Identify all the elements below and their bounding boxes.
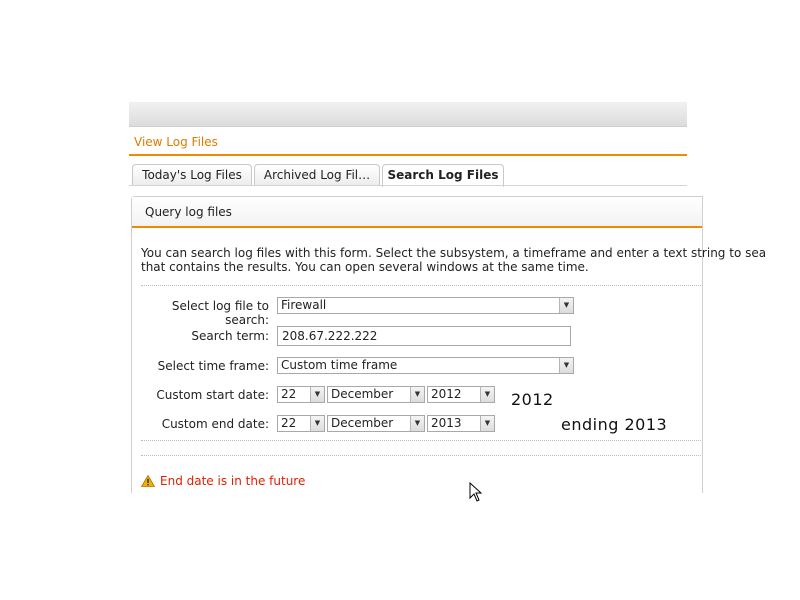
end-month-value: December	[331, 416, 394, 430]
start-year-value: 2012	[431, 387, 462, 401]
chevron-down-icon: ▼	[410, 416, 424, 431]
end-day-value: 22	[281, 416, 297, 430]
custom-end-label: Custom end date:	[161, 417, 269, 431]
title-divider	[129, 154, 687, 156]
form-divider-mid	[141, 440, 701, 441]
tab-todays-log-files[interactable]: Today's Log Files	[132, 164, 252, 186]
annotation-start-year: 2012	[511, 390, 554, 409]
custom-start-label: Custom start date:	[156, 388, 269, 402]
search-term-input[interactable]	[277, 326, 571, 346]
start-day-select[interactable]	[277, 386, 325, 403]
chevron-down-icon: ▼	[480, 416, 494, 431]
chevron-down-icon: ▼	[310, 387, 324, 402]
intro-text	[141, 246, 767, 274]
end-day-select[interactable]	[277, 415, 325, 432]
warning-icon	[141, 475, 155, 490]
form-divider-top	[141, 285, 701, 286]
log-file-label: Select log file to search:	[171, 299, 269, 327]
chevron-down-icon: ▼	[559, 298, 573, 313]
start-month-select[interactable]	[327, 386, 425, 403]
search-term-label: Search term:	[191, 329, 269, 343]
intro-line-1: You can search log files with this form. Select the subsystem, a timeframe and enter a text string to sea	[141, 246, 767, 260]
end-year-value: 2013	[431, 416, 462, 430]
time-frame-label: Select time frame:	[157, 359, 269, 373]
start-day-value: 22	[281, 387, 297, 401]
page-title: View Log Files	[134, 135, 218, 149]
panel-divider	[132, 226, 702, 228]
mouse-cursor-icon	[469, 482, 483, 505]
tabs-divider	[129, 185, 687, 186]
end-month-select[interactable]	[327, 415, 425, 432]
error-text: End date is in the future	[160, 474, 306, 488]
chevron-down-icon: ▼	[480, 387, 494, 402]
log-file-select[interactable]	[277, 297, 574, 314]
form-divider-bottom	[141, 455, 701, 456]
error-message	[141, 474, 305, 490]
log-file-value: Firewall	[281, 298, 327, 312]
chevron-down-icon: ▼	[410, 387, 424, 402]
end-year-select[interactable]	[427, 415, 495, 432]
start-year-select[interactable]	[427, 386, 495, 403]
chevron-down-icon: ▼	[310, 416, 324, 431]
chevron-down-icon: ▼	[559, 358, 573, 373]
query-panel	[131, 196, 767, 493]
intro-line-2: that contains the results. You can open several windows at the same time.	[141, 260, 589, 274]
top-toolbar	[129, 102, 687, 127]
tab-archived-log-files[interactable]: Archived Log Fil…	[254, 164, 380, 186]
tab-search-log-files[interactable]: Search Log Files	[382, 164, 504, 187]
start-month-value: December	[331, 387, 394, 401]
panel-header	[132, 197, 702, 227]
app-frame	[129, 100, 767, 495]
time-frame-select[interactable]	[277, 357, 574, 374]
panel-title: Query log files	[145, 205, 232, 219]
annotation-end-year: ending 2013	[561, 415, 668, 434]
time-frame-value: Custom time frame	[281, 358, 398, 372]
